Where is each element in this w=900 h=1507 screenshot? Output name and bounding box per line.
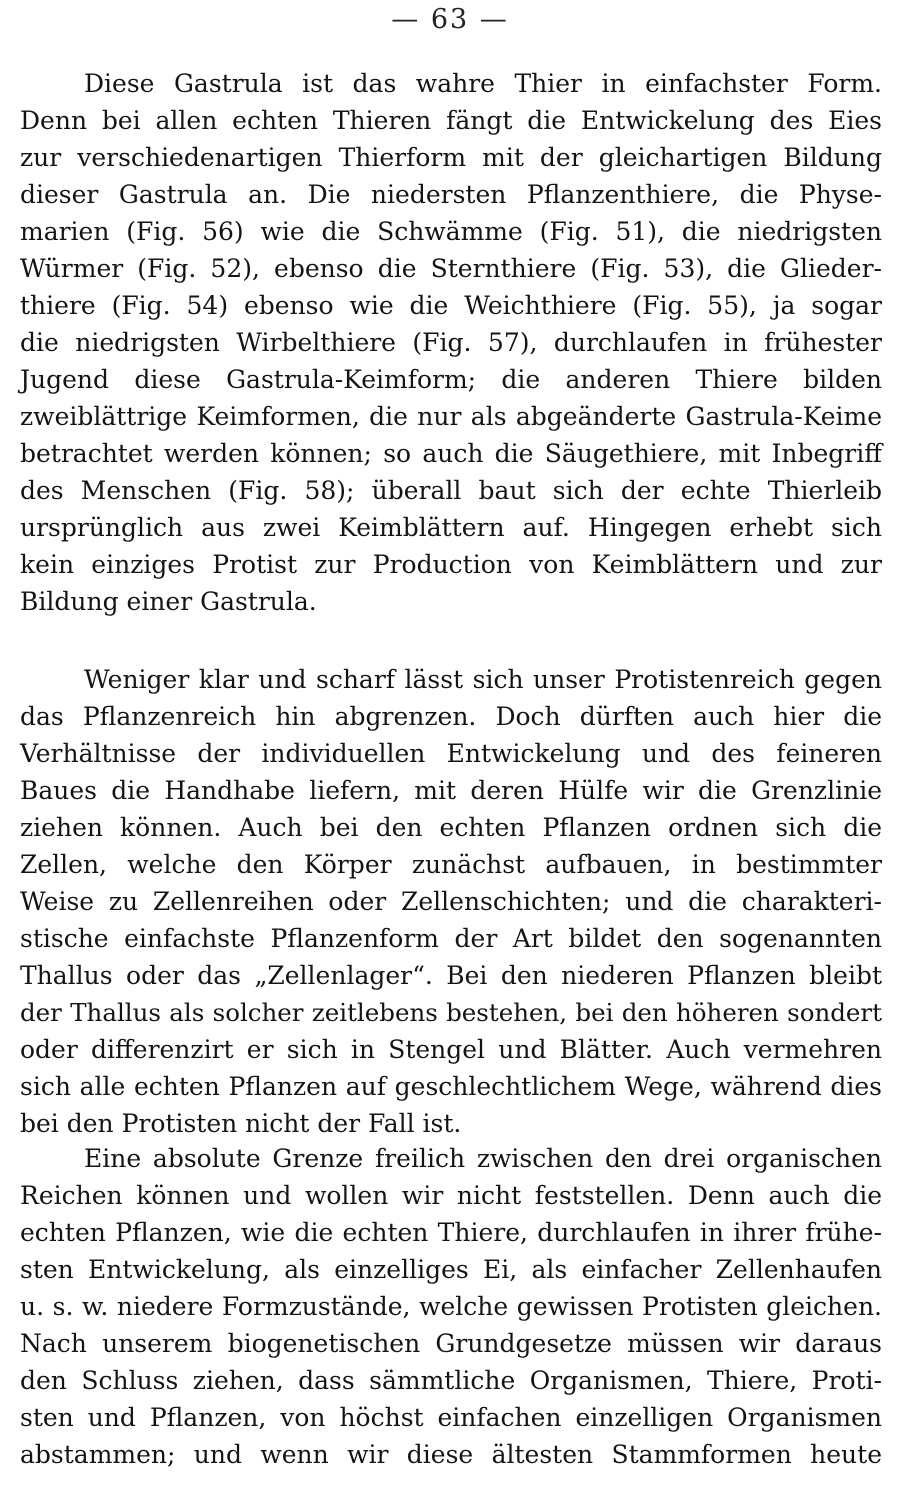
- text-line: Jugend diese Gastrula-Keimform; die anderen Thiere bilden: [20, 365, 882, 394]
- text-line: sten und Pflanzen, von höchst einfachen einzelligen Organismen: [20, 1403, 882, 1432]
- text-line: Nach unserem biogenetischen Grundgesetze müssen wir daraus: [20, 1329, 882, 1358]
- text-line: sten Entwickelung, als einzelliges Ei, als einfacher Zellenhaufen: [20, 1255, 882, 1284]
- text-line: Reichen können und wollen wir nicht feststellen. Denn auch die: [20, 1181, 882, 1210]
- paragraph-2: [20, 661, 882, 1142]
- text-line: u. s. w. niedere Formzustände, welche gewissen Protisten gleichen.: [20, 1292, 882, 1321]
- text-line: den Schluss ziehen, dass sämmtliche Organismen, Thiere, Proti-: [20, 1366, 882, 1395]
- text-line: sich alle echten Pflanzen auf geschlechtlichem Wege, während dies: [20, 1072, 882, 1101]
- text-line: marien (Fig. 56) wie die Schwämme (Fig. 51), die niedrigsten: [20, 217, 882, 246]
- text-line: Diese Gastrula ist das wahre Thier in einfachster Form.: [84, 69, 882, 98]
- text-line: ziehen können. Auch bei den echten Pflanzen ordnen sich die: [20, 813, 882, 842]
- text-line: Thallus oder das „Zellenlager“. Bei den niederen Pflanzen bleibt: [20, 961, 882, 990]
- text-line: echten Pflanzen, wie die echten Thiere, durchlaufen in ihrer frühe-: [20, 1218, 882, 1247]
- text-line: Bildung einer Gastrula.: [20, 587, 317, 616]
- text-line: stische einfachste Pflanzenform der Art bildet den sogenannten: [20, 924, 882, 953]
- text-line: betrachtet werden können; so auch die Säugethiere, mit Inbegriff: [20, 439, 882, 468]
- text-line: zur verschiedenartigen Thierform mit der gleichartigen Bildung: [20, 143, 882, 172]
- text-line: Verhältnisse der individuellen Entwickelung und des feineren: [20, 739, 882, 768]
- text-line: des Menschen (Fig. 58); überall baut sich der echte Thierleib: [20, 476, 882, 505]
- text-line: Weniger klar und scharf lässt sich unser Protistenreich gegen: [84, 665, 882, 694]
- text-line: die niedrigsten Wirbelthiere (Fig. 57), durchlaufen in frühester: [20, 328, 882, 357]
- text-line: Zellen, welche den Körper zunächst aufbauen, in bestimmter: [20, 850, 882, 879]
- paragraph-1: [20, 65, 882, 620]
- text-line: Würmer (Fig. 52), ebenso die Sternthiere (Fig. 53), die Glieder-: [20, 254, 882, 283]
- text-line: der Thallus als solcher zeitlebens bestehen, bei den höheren sondert: [20, 998, 882, 1027]
- text-line: Denn bei allen echten Thieren fängt die Entwickelung des Eies: [20, 106, 882, 135]
- text-line: dieser Gastrula an. Die niedersten Pflanzenthiere, die Physe-: [20, 180, 882, 209]
- text-line: Baues die Handhabe liefern, mit deren Hülfe wir die Grenzlinie: [20, 776, 882, 805]
- text-line: zweiblättrige Keimformen, die nur als abgeänderte Gastrula-Keime: [20, 402, 882, 431]
- text-line: kein einziges Protist zur Production von Keimblättern und zur: [20, 550, 882, 579]
- paragraph-3: [20, 1140, 882, 1473]
- page-number: — 63 —: [391, 4, 509, 35]
- text-line: ursprünglich aus zwei Keimblättern auf. Hingegen erhebt sich: [20, 513, 882, 542]
- text-line: oder differenzirt er sich in Stengel und Blätter. Auch vermehren: [20, 1035, 882, 1064]
- text-line: abstammen; und wenn wir diese ältesten Stammformen heute: [20, 1440, 882, 1469]
- text-line: das Pflanzenreich hin abgrenzen. Doch dürften auch hier die: [20, 702, 882, 731]
- text-line: thiere (Fig. 54) ebenso wie die Weichthiere (Fig. 55), ja sogar: [20, 291, 882, 320]
- text-line: Eine absolute Grenze freilich zwischen den drei organischen: [84, 1144, 882, 1173]
- text-line: Weise zu Zellenreihen oder Zellenschichten; und die charakteri-: [20, 887, 882, 916]
- text-line: bei den Protisten nicht der Fall ist.: [20, 1109, 462, 1138]
